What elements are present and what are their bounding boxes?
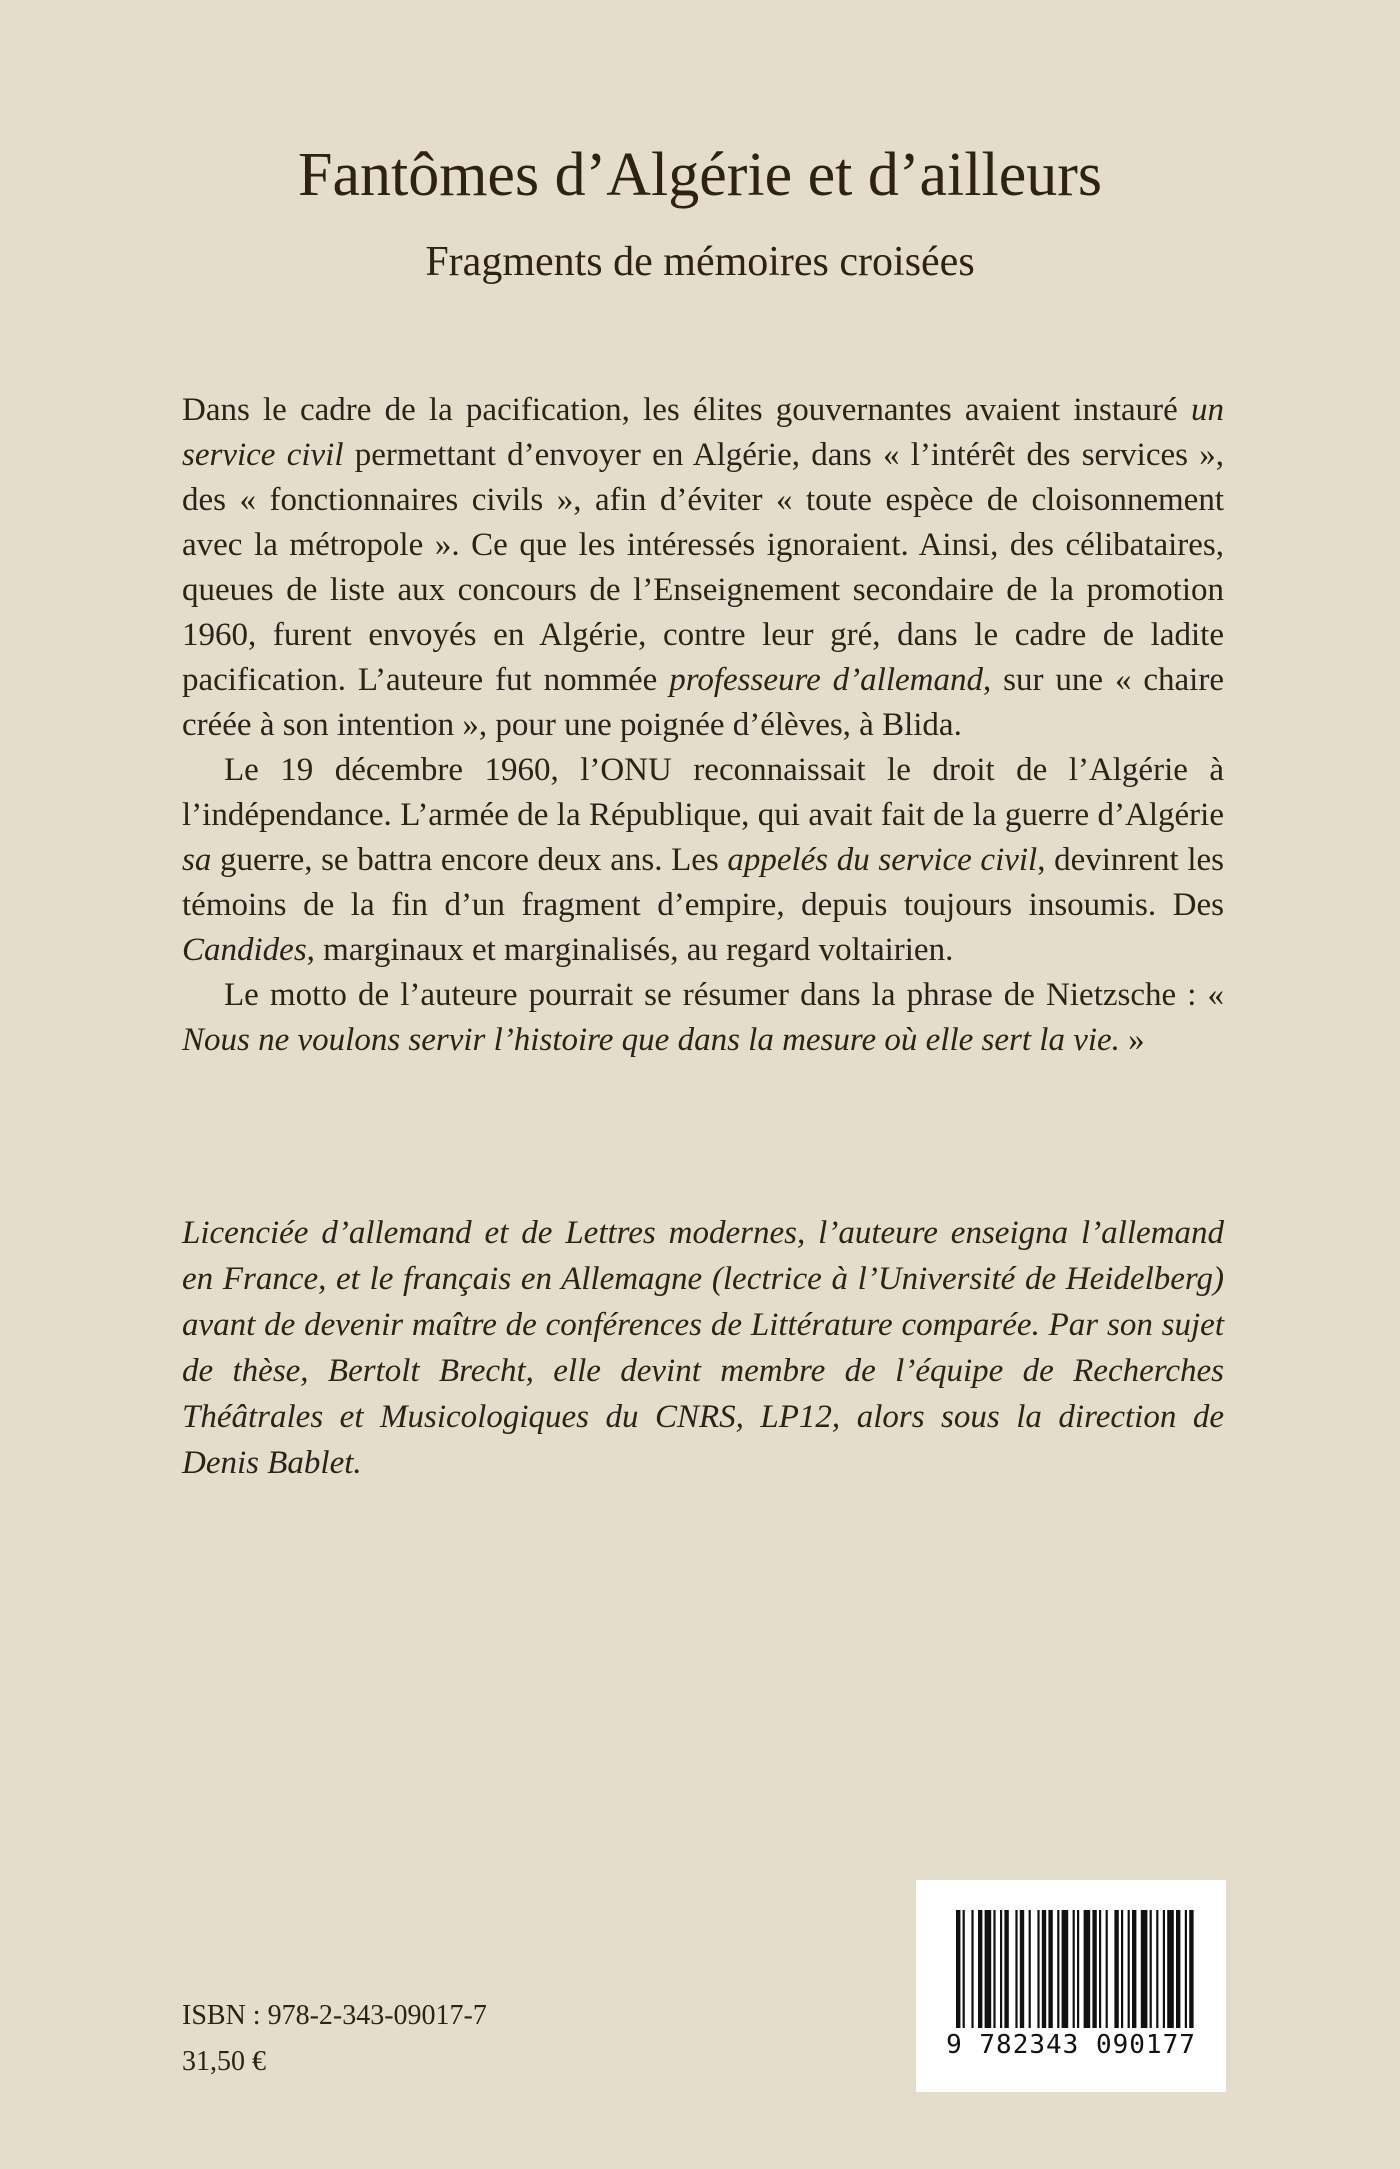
text-run-6: , marginaux et marginalisés, au regard voltairien. <box>306 932 954 968</box>
barcode <box>916 1880 1226 2092</box>
blurb-paragraph-2 <box>182 748 1224 973</box>
barcode-digits: 9 782343 090177 <box>946 2030 1196 2060</box>
italic-run-1: un service civil <box>182 392 1224 473</box>
blurb <box>182 388 1224 1063</box>
text-run-4: , sur une « chaire créée à son intention », pour une poignée d’élèves, à Blida. <box>182 662 1224 743</box>
italic-run-3: appelés du service civil <box>727 842 1038 878</box>
text-run-2: permettant d’envoyer en Algérie, dans « l’intérêt des services », des « fonctionnaires civils », afin d’éviter « toute espèce de cloisonnement avec la métropole ». Ce que les intéressés ignoraient. Ainsi, des célibataires, queues de liste aux concours de l’Enseignement secondaire de la promotion 1960, furent envoyés en Algérie, contre leur gré, dans le cadre de ladite pacification. L’auteure fut nommée <box>182 437 1224 698</box>
book-subtitle: Fragments de mémoires croisées <box>425 239 975 285</box>
italic-run-3: professeure d’allemand <box>669 662 983 698</box>
author-bio-text: Licenciée d’allemand et de Lettres modernes, l’auteure enseigna l’allemand en France, et le français en Allemagne (lectrice à l’Université de Heidelberg) avant de devenir maître de conférences de Littérature comparée. Par son sujet de thèse, Bertolt Brecht, elle devint membre de l’équipe de Recherches Théâtrales et Musicologiques du CNRS, LP12, alors sous la direction de Denis Bablet. <box>182 1215 1224 1481</box>
blurb-paragraph-1 <box>182 388 1224 748</box>
author-bio <box>182 1210 1224 1486</box>
barcode-bars-icon <box>916 1880 1226 2092</box>
text-run-0: Le motto de l’auteure pourrait se résumer dans la phrase de Nietzsche : « <box>224 977 1224 1013</box>
italic-run-1: sa <box>182 842 212 878</box>
text-run-2: guerre, se battra encore deux ans. Les <box>211 842 728 878</box>
text-run-0: Dans le cadre de la pacification, les élites gouvernantes avaient instauré <box>182 392 1191 428</box>
text-run-2: » <box>1119 1022 1145 1058</box>
italic-run-5: Candides <box>182 932 307 968</box>
book-title: Fantômes d’Algérie et d’ailleurs <box>297 141 1103 209</box>
blurb-paragraph-3 <box>182 973 1224 1063</box>
price: 31,50 € <box>182 2046 266 2077</box>
text-run-0: Le 19 décembre 1960, l’ONU reconnaissait le droit de l’Algérie à l’indépendance. L’armée de la République, qui avait fait de la guerre d’Algérie <box>182 752 1224 833</box>
isbn: ISBN : 978-2-343-09017-7 <box>182 2000 487 2031</box>
text-run-4: , devinrent les témoins de la fin d’un fragment d’empire, depuis toujours insoumis. Des <box>182 842 1224 923</box>
italic-run-1: Nous ne voulons servir l’histoire que dans la mesure où elle sert la vie. <box>182 1022 1120 1058</box>
